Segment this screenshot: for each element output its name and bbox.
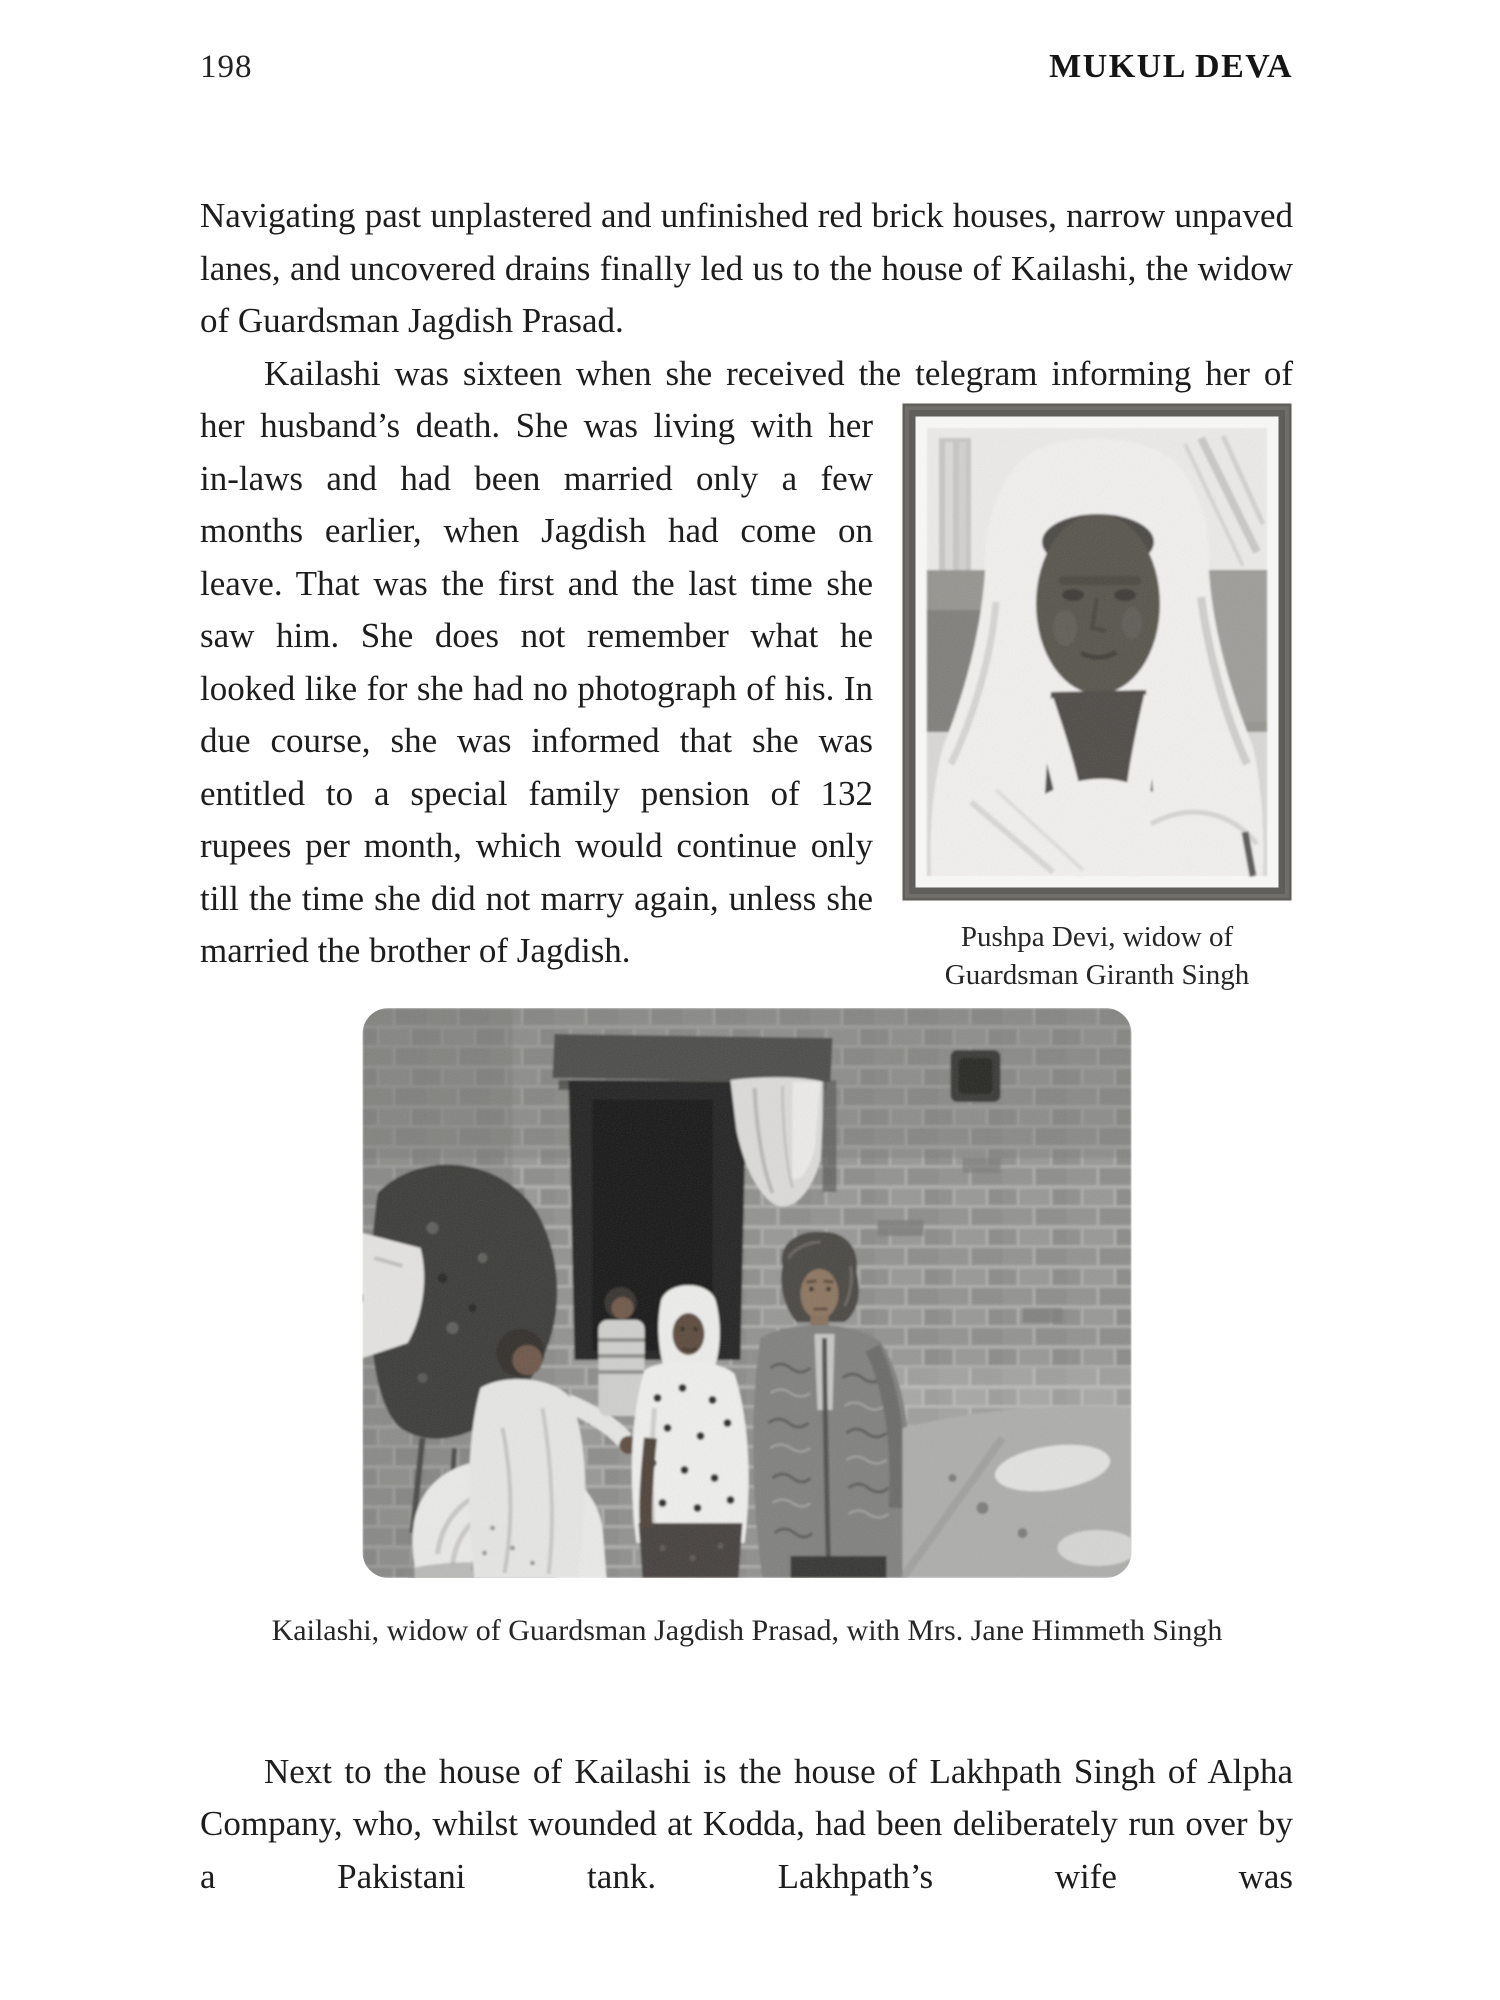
paragraph-2-text-after: in-laws and had been married only a few months earlier, when Jagdish had come on leave. That was the first and the last time she saw him. She does not remember what he looked like for she had no photograph of his. In due course, she was informed that she was entitled to a special family pension of 132 rupees per month, which would continue only till the time she did not marry again, unless she married the brother of Jagdish. bbox=[200, 458, 873, 970]
figure-pushpa-devi bbox=[901, 402, 1293, 994]
group-caption: Kailashi, widow of Guardsman Jagdish Prasad, with Mrs. Jane Himmeth Singh bbox=[271, 1613, 1223, 1647]
paragraph-3: Next to the house of Kailashi is the house of Lakhpath Singh of Alpha Company, who, whilst wounded at Kodda, had been deliberately run over by a Pakistani tank. Lakhpath’s wife was bbox=[200, 1751, 1293, 1896]
paragraph-2-text-before: Kailashi was sixteen when she received the telegram informing her of her husband’s death. She was living with her bbox=[200, 353, 1293, 445]
photo-kailashi-group-svg bbox=[362, 1008, 1132, 1578]
paragraph-2 bbox=[200, 348, 1293, 991]
portrait-caption-line-2: Guardsman Giranth Singh bbox=[944, 959, 1250, 991]
page-number: 198 bbox=[200, 49, 253, 85]
figure-kailashi-group bbox=[271, 1008, 1223, 1650]
page-header bbox=[200, 48, 1293, 86]
page-body bbox=[200, 190, 1293, 1903]
running-header-author: MUKUL DEVA bbox=[1049, 48, 1293, 85]
photo-pushpa-devi-svg bbox=[901, 402, 1293, 902]
portrait-caption-line-1: Pushpa Devi, widow of bbox=[960, 921, 1234, 953]
photo-pushpa-devi bbox=[901, 402, 1293, 902]
photo-kailashi-group bbox=[362, 1008, 1132, 1578]
paragraph-1: Navigating past unplastered and unfinished red brick houses, narrow unpaved lanes, and uncovered drains finally led us to the house of Kailashi, the widow of Guardsman Jagdish Prasad. bbox=[200, 196, 1293, 340]
